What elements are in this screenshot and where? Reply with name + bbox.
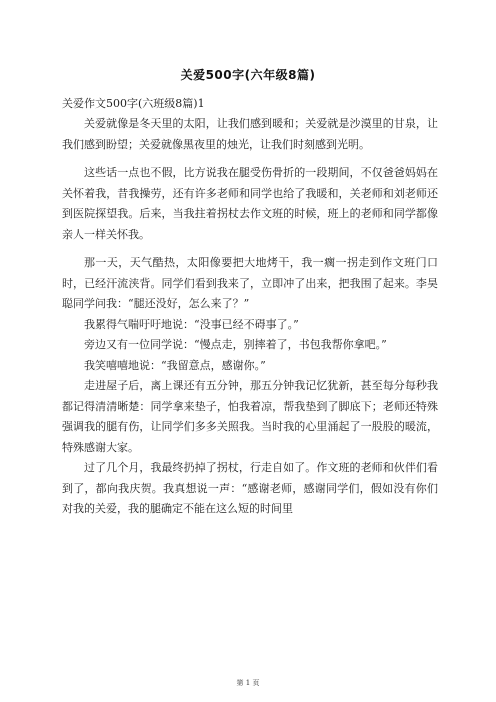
document-subtitle: 关爱作文500字(六班级8篇)1: [62, 97, 205, 110]
paragraph: 走进屋子后，离上课还有五分钟，那五分钟我记忆犹新，甚至每分每秒我都记得清清晰楚：同学拿来垫子，怕我着凉，帮我垫到了脚底下；老师还特殊强调我的腿有伤，让同学们多多关照我。当时我的心里涌起了一股股的暖流，特殊感谢大家。: [62, 379, 438, 454]
paragraph: 过了几个月，我最终扔掉了拐杖，行走自如了。作文班的老师和伙伴们看到了，都向我庆贺。我真想说一声：“感谢老师，感谢同学们，假如没有你们对我的关爱，我的腿确定不能在这么短的时间里: [62, 461, 438, 515]
page-number: 第 1 页: [236, 679, 260, 687]
paragraph: 这些话一点也不假，比方说我在腿受伤骨折的一段期间，不仅爸爸妈妈在关怀着我，昔我操劳，还有许多老师和同学也给了我暖和，关老师和刘老师还到医院探望我。后来，当我拄着拐杖去作文班的时候，班上的老师和同学都像亲人一样关怀我。: [62, 166, 438, 241]
paragraph: 我累得气喘吁吁地说：“没事已经不碍事了。”: [84, 317, 299, 331]
document-title: 关爱500字(六年级8篇): [180, 68, 316, 82]
paragraph: 旁边又有一位同学说：“慢点走，别摔着了，书包我帮你拿吧。”: [84, 338, 387, 351]
document-body: [62, 114, 438, 520]
paragraph: 我笑嘻嘻地说：“我留意点，感谢你。”: [84, 358, 266, 372]
paragraph: 那一天，天气酷热，太阳像要把大地烤干，我一瘸一拐走到作文班门口时，已经汗流浃背。同学们看到我来了，立即冲了出来，把我围了起来。李昊聪同学问我：“腿还没好，怎么来了？”: [62, 256, 438, 310]
paragraph: 关爱就像是冬天里的太阳，让我们感到暖和；关爱就是沙漠里的甘泉，让我们感到盼望；关爱就像黑夜里的烛光，让我们时刻感到光明。: [62, 117, 438, 151]
